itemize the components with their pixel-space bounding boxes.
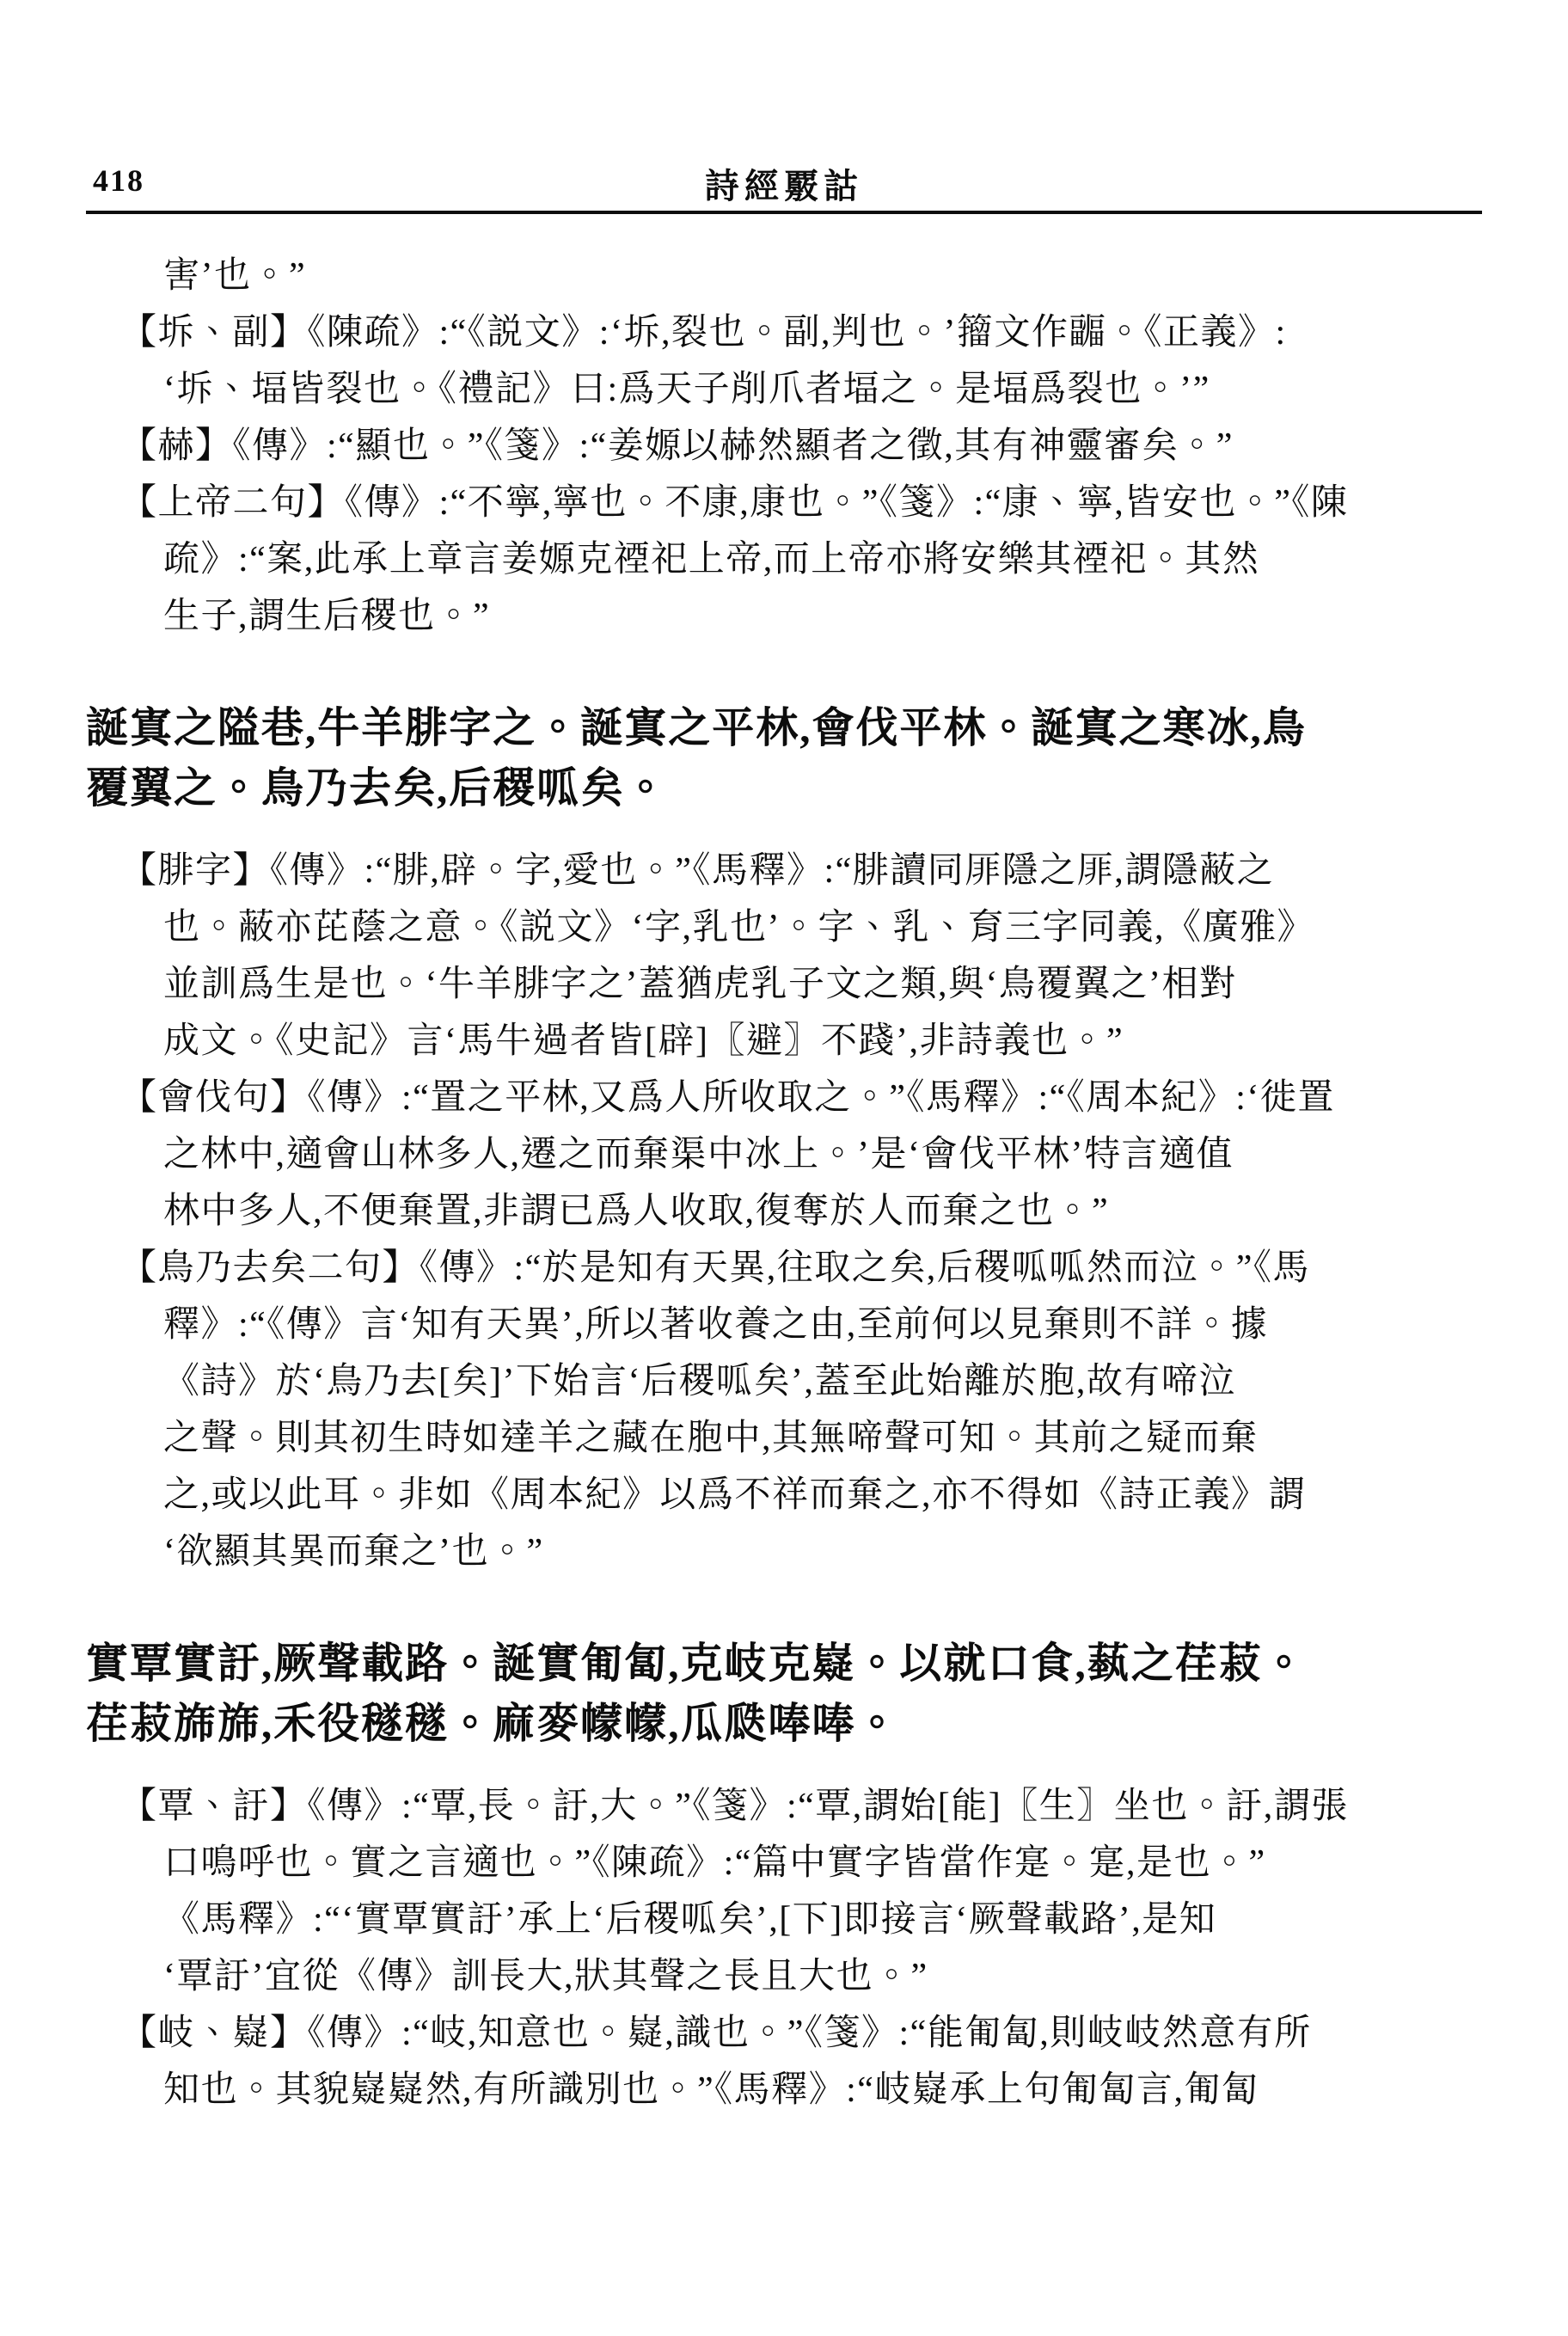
page-number: 418 [93, 163, 144, 198]
poem-stanza [86, 1634, 1482, 1754]
commentary-line: ‘坼、堛皆裂也。《禮記》曰:爲天子削爪者堛之。是堛爲裂也。’” [163, 370, 1210, 409]
commentary-line: 【覃、訏】《傳》:“覃,長。訏,大。”《箋》:“覃,謂始[能]〖生〗坐也。訏,謂張 [120, 1787, 1349, 1826]
header-rule [86, 211, 1482, 214]
commentary-line: 生子,謂生后稷也。” [163, 597, 491, 636]
commentary-line: 【會伐句】《傳》:“置之平林,又爲人所收取之。”《馬釋》:“《周本紀》:‘徙置 [120, 1078, 1335, 1118]
commentary-line: 之林中,適會山林多人,遷之而棄渠中冰上。’是‘會伐平林’特言適值 [163, 1135, 1234, 1174]
commentary-line: 知也。其貌嶷嶷然,有所識別也。”《馬釋》:“岐嶷承上句匍匐言,匍匐 [163, 2070, 1259, 2110]
commentary-line: 【坼、副】《陳疏》:“《説文》:‘坼,裂也。副,判也。’籀文作疈。《正義》: [120, 313, 1287, 353]
book-title: 詩經覈詁 [705, 167, 863, 205]
commentary-line: 之聲。則其初生時如達羊之藏在胞中,其無啼聲可知。其前之疑而棄 [163, 1419, 1259, 1458]
commentary-line: 林中多人,不便棄置,非謂已爲人收取,復奪於人而棄之也。” [163, 1192, 1110, 1231]
commentary-block [86, 843, 1482, 1580]
commentary-line: 《馬釋》:“‘實覃實訏’承上‘后稷呱矣’,[下]即接言‘厥聲載路’,是知 [163, 1900, 1217, 1940]
commentary-line: 釋》:“《傳》言‘知有天異’,所以著收養之由,至前何以見棄則不詳。據 [163, 1305, 1269, 1345]
running-header [86, 159, 1482, 204]
commentary-line: 【岐、嶷】《傳》:“岐,知意也。嶷,識也。”《箋》:“能匍匐,則岐岐然意有所 [120, 2014, 1312, 2053]
poem-line: 誕寘之隘巷,牛羊腓字之。誕寘之平林,會伐平林。誕寘之寒冰,鳥 [86, 704, 1307, 751]
commentary-line: 也。蔽亦芘蔭之意。《説文》‘字,乳也’。字、乳、育三字同義,《廣雅》 [163, 908, 1314, 947]
commentary-line: ‘欲顯其異而棄之’也。” [163, 1532, 544, 1572]
commentary-line: 害’也。” [163, 256, 307, 296]
poem-line: 覆翼之。鳥乃去矣,后稷呱矣。 [86, 764, 669, 812]
commentary-line: 成文。《史記》言‘馬牛過者皆[辟]〖避〗不踐’,非詩義也。” [163, 1021, 1124, 1061]
commentary-line: 口鳴呼也。實之言適也。”《陳疏》:“篇中實字皆當作寔。寔,是也。” [163, 1843, 1266, 1883]
commentary-line: 【腓字】《傳》:“腓,辟。字,愛也。”《馬釋》:“腓讀同厞隱之厞,謂隱蔽之 [120, 851, 1275, 891]
commentary-block [86, 248, 1482, 645]
poem-line: 荏菽旆旆,禾役穟穟。麻麥幪幪,瓜瓞唪唪。 [86, 1700, 900, 1747]
commentary-line: 並訓爲生是也。‘牛羊腓字之’蓋猶虎乳子文之類,與‘鳥覆翼之’相對 [163, 965, 1237, 1004]
commentary-line: 【上帝二句】《傳》:“不寧,寧也。不康,康也。”《箋》:“康、寧,皆安也。”《陳 [120, 483, 1349, 523]
poem-line: 實覃實訏,厥聲載路。誕實匍匐,克岐克嶷。以就口食,蓺之荏菽。 [86, 1640, 1307, 1687]
commentary-block [86, 1778, 1482, 2118]
commentary-line: 《詩》於‘鳥乃去[矣]’下始言‘后稷呱矣’,蓋至此始離於胞,故有啼泣 [163, 1362, 1236, 1401]
poem-stanza [86, 698, 1482, 819]
commentary-line: 疏》:“案,此承上章言姜嫄克禋祀上帝,而上帝亦將安樂其禋祀。其然 [163, 540, 1260, 579]
commentary-line: 【赫】《傳》:“顯也。”《箋》:“姜嫄以赫然顯者之徵,其有神靈審矣。” [120, 426, 1234, 466]
commentary-line: 之,或以此耳。非如《周本紀》以爲不祥而棄之,亦不得如《詩正義》謂 [163, 1475, 1307, 1515]
commentary-line: 【鳥乃去矣二句】《傳》:“於是知有天異,往取之矣,后稷呱呱然而泣。”《馬 [120, 1248, 1310, 1288]
commentary-line: ‘覃訏’宜從《傳》訓長大,狀其聲之長且大也。” [163, 1957, 928, 1996]
page-text-body [86, 248, 1482, 2118]
